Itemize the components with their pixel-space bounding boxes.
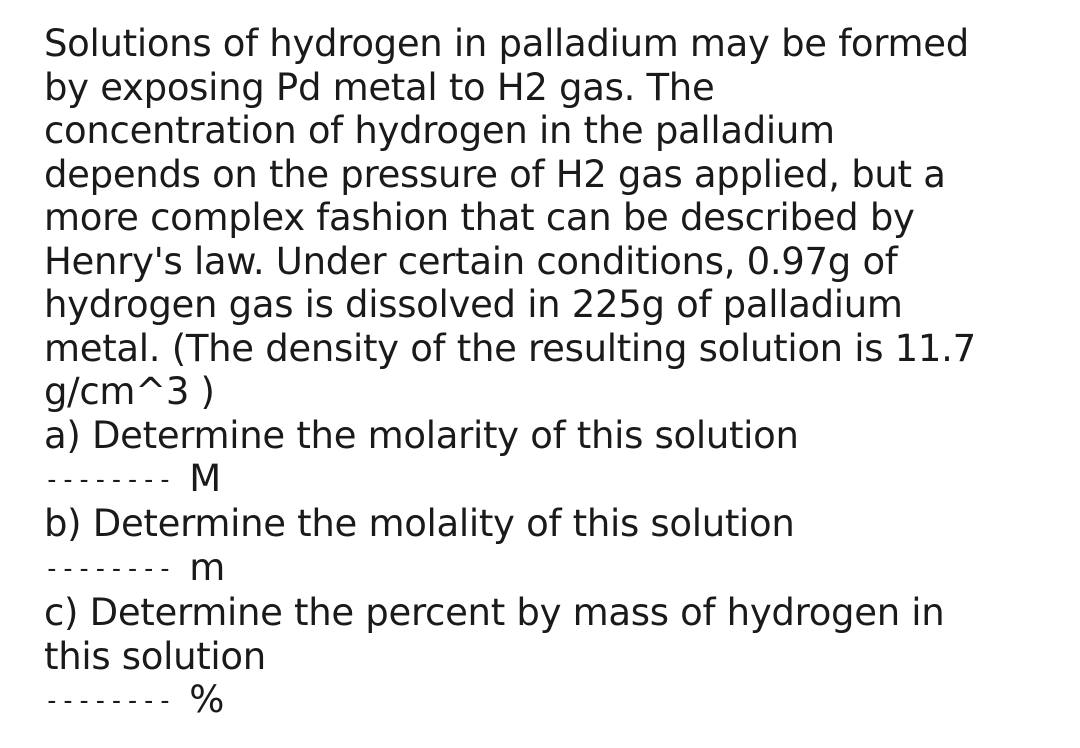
part-c-answer[interactable]	[44, 678, 1064, 723]
answer-blank[interactable]: --------	[44, 685, 174, 716]
part-c-question: c) Determine the percent by mass of hydrogen in	[44, 591, 945, 634]
intro-line: depends on the pressure of H2 gas applied, but a	[44, 152, 946, 196]
intro-line: Henry's law. Under certain conditions, 0.97g of	[44, 239, 898, 283]
part-b-answer[interactable]	[44, 546, 1064, 591]
intro-line: more complex fashion that can be described by	[44, 196, 915, 239]
part-c-question: this solution	[44, 634, 266, 678]
problem-text	[44, 22, 1064, 723]
intro-line: Solutions of hydrogen in palladium may be formed	[44, 22, 969, 65]
intro-line: concentration of hydrogen in the palladium	[44, 109, 835, 152]
intro-line: hydrogen gas is dissolved in 225g of palladium	[44, 283, 903, 326]
part-b-question: b) Determine the molality of this solution	[44, 502, 795, 546]
answer-unit: m	[189, 545, 225, 589]
part-a-question: a) Determine the molarity of this solution	[44, 413, 799, 457]
intro-line: by exposing Pd metal to H2 gas. The	[44, 65, 715, 109]
answer-blank[interactable]: --------	[44, 464, 174, 495]
answer-unit: M	[189, 457, 221, 500]
answer-unit: %	[189, 678, 225, 721]
intro-line: g/cm^3 )	[44, 370, 215, 413]
part-a-answer[interactable]	[44, 457, 1064, 502]
answer-blank[interactable]: --------	[44, 553, 174, 584]
intro-line: metal. (The density of the resulting solution is 11.7	[44, 326, 976, 370]
